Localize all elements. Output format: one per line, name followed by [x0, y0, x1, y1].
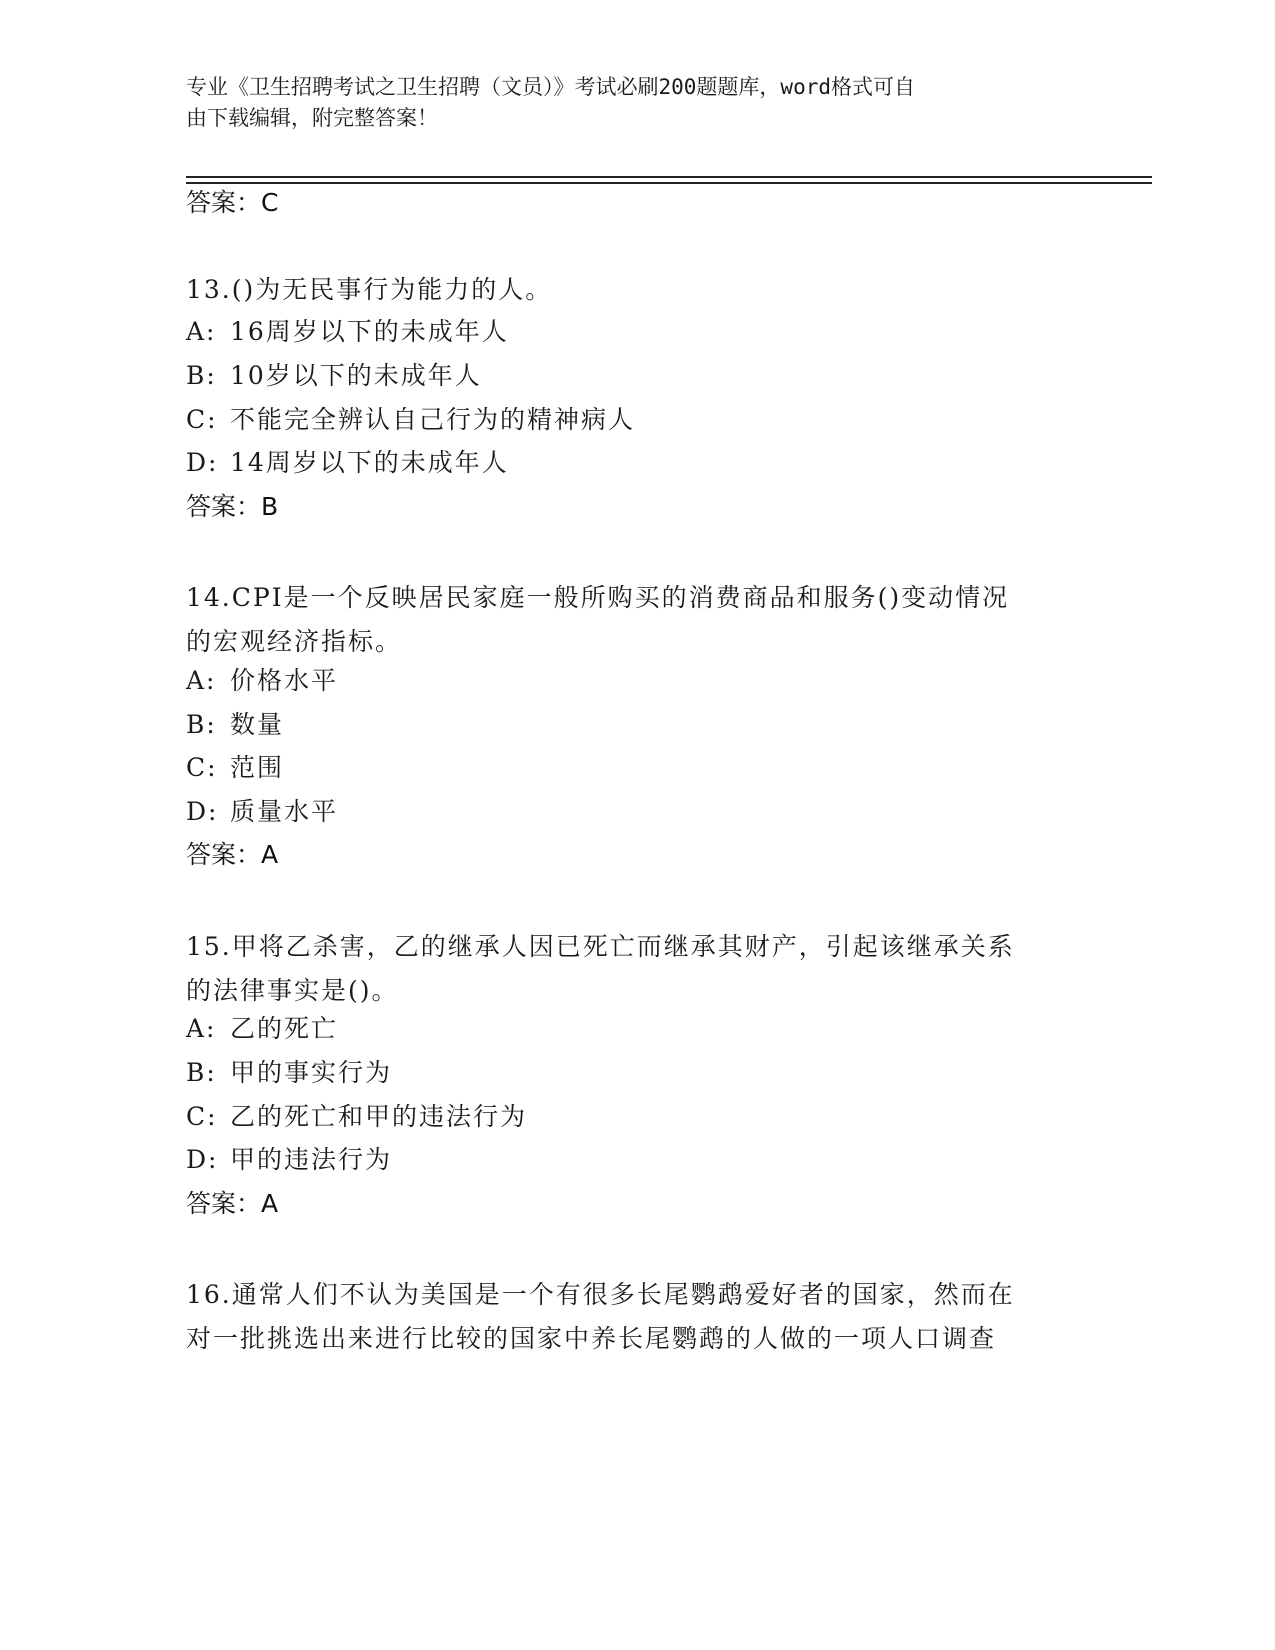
option-14-a [186, 664, 338, 698]
header-divider-top [186, 176, 1152, 178]
question-line-2: 对一批挑选出来进行比较的国家中养长尾鹦鹉的人做的一项人口调查 [186, 1324, 997, 1353]
answer-label: 答案： [186, 188, 262, 217]
option-text: 范围 [230, 753, 285, 782]
option-letter: A: [186, 317, 217, 346]
option-text: 10岁以下的未成年人 [230, 361, 482, 390]
question-text: 甲将乙杀害，乙的继承人因已死亡而继承其财产，引起该继承关系 [231, 932, 1015, 961]
option-letter: D: [186, 448, 219, 477]
option-text: 乙的死亡 [230, 1014, 339, 1043]
answer-value: C [261, 188, 279, 217]
answer-value: A [261, 1189, 279, 1218]
option-letter: C: [186, 753, 218, 782]
question-16 [186, 1273, 1086, 1361]
option-13-b [186, 359, 482, 393]
option-text: 甲的事实行为 [230, 1058, 393, 1087]
answer-value: B [261, 492, 279, 521]
option-letter: C: [186, 1102, 218, 1131]
question-text: 通常人们不认为美国是一个有很多长尾鹦鹉爱好者的国家，然而在 [231, 1280, 1015, 1309]
question-14 [186, 576, 1086, 664]
option-text: 16周岁以下的未成年人 [230, 317, 509, 346]
option-14-b [186, 708, 284, 742]
option-letter: C: [186, 405, 218, 434]
option-text: 甲的违法行为 [230, 1145, 393, 1174]
option-text: 数量 [230, 710, 285, 739]
option-14-d [186, 795, 338, 829]
question-line-1 [186, 1273, 1086, 1317]
answer-14 [186, 838, 278, 872]
answer-label: 答案： [186, 1189, 262, 1218]
option-letter: A: [186, 666, 217, 695]
question-line-2: 的宏观经济指标。 [186, 627, 403, 656]
answer-label: 答案： [186, 492, 262, 521]
option-letter: B: [186, 361, 217, 390]
question-13 [186, 268, 1086, 312]
question-line-1 [186, 925, 1086, 969]
question-line-1 [186, 576, 1086, 620]
option-13-d [186, 446, 509, 480]
question-text: CPI是一个反映居民家庭一般所购买的消费商品和服务()变动情况 [231, 583, 1010, 612]
option-15-d [186, 1143, 392, 1177]
question-number: 15. [186, 932, 232, 961]
question-number: 16. [186, 1280, 232, 1309]
option-letter: A: [186, 1014, 217, 1043]
option-15-a [186, 1012, 338, 1046]
option-text: 乙的死亡和甲的违法行为 [230, 1102, 528, 1131]
answer-12 [186, 186, 278, 220]
option-letter: D: [186, 797, 219, 826]
answer-label: 答案： [186, 840, 262, 869]
option-15-c [186, 1100, 527, 1134]
question-line-2: 的法律事实是()。 [186, 976, 399, 1005]
option-letter: D: [186, 1145, 219, 1174]
question-number: 14. [186, 583, 232, 612]
option-13-c [186, 403, 635, 437]
header-line-2: 由下载编辑，附完整答案！ [186, 106, 438, 130]
question-number: 13. [186, 275, 232, 304]
option-text: 质量水平 [230, 797, 339, 826]
option-letter: B: [186, 710, 217, 739]
header-line-1: 专业《卫生招聘考试之卫生招聘（文员）》考试必刷200题题库，word格式可自 [186, 75, 915, 99]
option-letter: B: [186, 1058, 217, 1087]
option-text: 价格水平 [230, 666, 339, 695]
answer-value: A [261, 840, 279, 869]
option-text: 14周岁以下的未成年人 [230, 448, 509, 477]
answer-15 [186, 1187, 278, 1221]
option-13-a [186, 315, 509, 349]
document-header [186, 72, 1086, 134]
option-14-c [186, 751, 284, 785]
question-15 [186, 925, 1086, 1013]
question-text: ()为无民事行为能力的人。 [231, 275, 553, 304]
option-15-b [186, 1056, 392, 1090]
header-divider-bottom [186, 182, 1152, 184]
option-text: 不能完全辨认自己行为的精神病人 [230, 405, 636, 434]
answer-13 [186, 490, 278, 524]
